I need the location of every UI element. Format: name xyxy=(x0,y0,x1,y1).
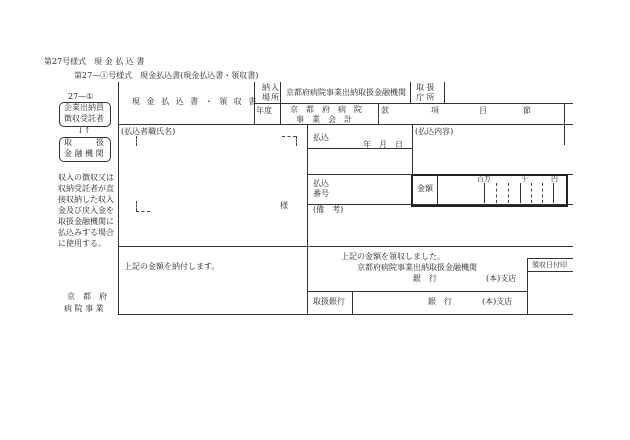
payer-corner-mark xyxy=(136,211,150,212)
date-field: 年 月 日 xyxy=(363,140,403,149)
exchange-arrow: ↓↑ xyxy=(77,126,91,135)
note-line: に使用する。 xyxy=(58,239,106,248)
sama-honorific: 様 xyxy=(280,201,288,210)
digit-separator xyxy=(508,183,509,203)
rule-bottom-top xyxy=(118,246,573,247)
unit-en: 円 xyxy=(551,175,558,183)
doc-type-label: 現 金 払 込 書 ・ 領 収 書 xyxy=(132,97,259,106)
payer-corner-mark xyxy=(282,136,296,137)
nonyu-char: 所 xyxy=(271,93,279,102)
nonyu-char: 納 xyxy=(262,83,270,92)
note-line: 取扱金融機関に xyxy=(58,217,114,226)
number-label-1: 払込 xyxy=(313,179,329,188)
ginko-label: 銀 行 xyxy=(413,274,437,283)
note-line: 払込みする場合 xyxy=(58,228,114,237)
rule-header-v xyxy=(378,103,379,124)
ginko-label-2: 銀 行 xyxy=(428,297,452,306)
setsu-label: 節 xyxy=(523,106,531,115)
rule-stamp-left xyxy=(527,258,528,314)
content-label: (払込内容) xyxy=(415,127,454,136)
form-title: 第27号様式 現 金 払 込 書 xyxy=(44,57,145,66)
party2-line1: 取 扱 xyxy=(64,138,104,147)
kou-label: 項 xyxy=(431,106,439,115)
digit-separator xyxy=(553,183,554,203)
nonyu-char: 入 xyxy=(271,83,279,92)
toriatsukai-label: 取 扱 xyxy=(416,83,435,92)
payer-label: (払込者職氏名) xyxy=(121,127,176,136)
rule-stamp-top xyxy=(527,258,573,259)
kan-label: 款 xyxy=(381,106,389,115)
nendo-label: 年度 xyxy=(256,106,272,115)
amount-label: 金額 xyxy=(417,184,433,193)
receipt-stamp-label: 領収日付印 xyxy=(532,261,567,269)
rule-header-v xyxy=(564,103,565,145)
rule-bottom-v xyxy=(352,291,353,314)
payer-corner-mark xyxy=(296,136,297,146)
unit-sen: 千 xyxy=(521,175,528,183)
form-number: 27—① xyxy=(68,92,94,101)
kaikei-line2: 事 業 会 計 xyxy=(296,115,352,124)
digit-separator xyxy=(520,183,521,203)
form-subtitle: 第27—①号様式 現金払込書(現金払込書・領収書) xyxy=(74,71,259,80)
rule-header-v xyxy=(280,82,281,124)
biko-label: (備 考) xyxy=(313,205,344,214)
chousho-label: 庁 所 xyxy=(416,93,435,102)
note-line: 金及び戻入金を xyxy=(58,206,114,215)
institution-name: 京都府病院事業出納取扱金融機関 xyxy=(286,88,406,97)
party1-line2: 徴収受託者 xyxy=(64,114,104,123)
digit-separator xyxy=(531,183,532,203)
shiten-label: (本)支店 xyxy=(486,274,517,283)
paid-statement: 上記の金額を納付します。 xyxy=(124,262,220,271)
digit-separator xyxy=(484,183,485,203)
org-line2: 病 院 事 業 xyxy=(64,304,104,313)
number-label-2: 番号 xyxy=(313,189,329,198)
nonyu-char: 場 xyxy=(262,93,270,102)
form-left-border xyxy=(118,82,119,314)
digit-separator xyxy=(496,183,497,203)
rule-payer-right xyxy=(307,124,308,246)
rule-header-v xyxy=(410,82,411,103)
unit-hyakuman: 百万 xyxy=(477,175,491,183)
payer-corner-mark xyxy=(136,201,137,211)
digit-separator xyxy=(542,183,543,203)
moku-label: 目 xyxy=(479,106,487,115)
party2-line2: 金 融 機 関 xyxy=(64,149,104,158)
note-line: 接収納した収入 xyxy=(58,195,114,204)
rule-bottom-mid xyxy=(307,291,527,292)
rule-bottom-v xyxy=(307,246,308,314)
note-line: 収納受託者が直 xyxy=(58,184,114,193)
rule-header-v xyxy=(444,82,445,103)
rule-content-left xyxy=(412,124,413,174)
note-line: 収入の徴収又は xyxy=(58,173,114,182)
party1-line1: 企業出納員 xyxy=(64,103,104,112)
received-statement: 上記の金額を領収しました。 xyxy=(341,252,445,261)
rule-header-mid xyxy=(254,103,573,104)
payer-corner-mark xyxy=(136,136,137,146)
kaikei-line1: 京 都 府 病 院 xyxy=(290,105,362,114)
rule-bottom-end xyxy=(118,314,573,315)
shiten-label-2: (本)支店 xyxy=(482,297,513,306)
haraikomi-label: 払込 xyxy=(313,133,329,142)
rule-header-bottom xyxy=(118,124,573,125)
handling-bank-label: 取扱銀行 xyxy=(313,297,345,306)
rule-stamp-label-bottom xyxy=(527,271,573,272)
org-line1: 京 都 府 xyxy=(67,292,107,301)
received-institution: 京都府病院事業出納取扱金融機関 xyxy=(357,263,477,272)
amount-label-divider xyxy=(437,175,438,205)
